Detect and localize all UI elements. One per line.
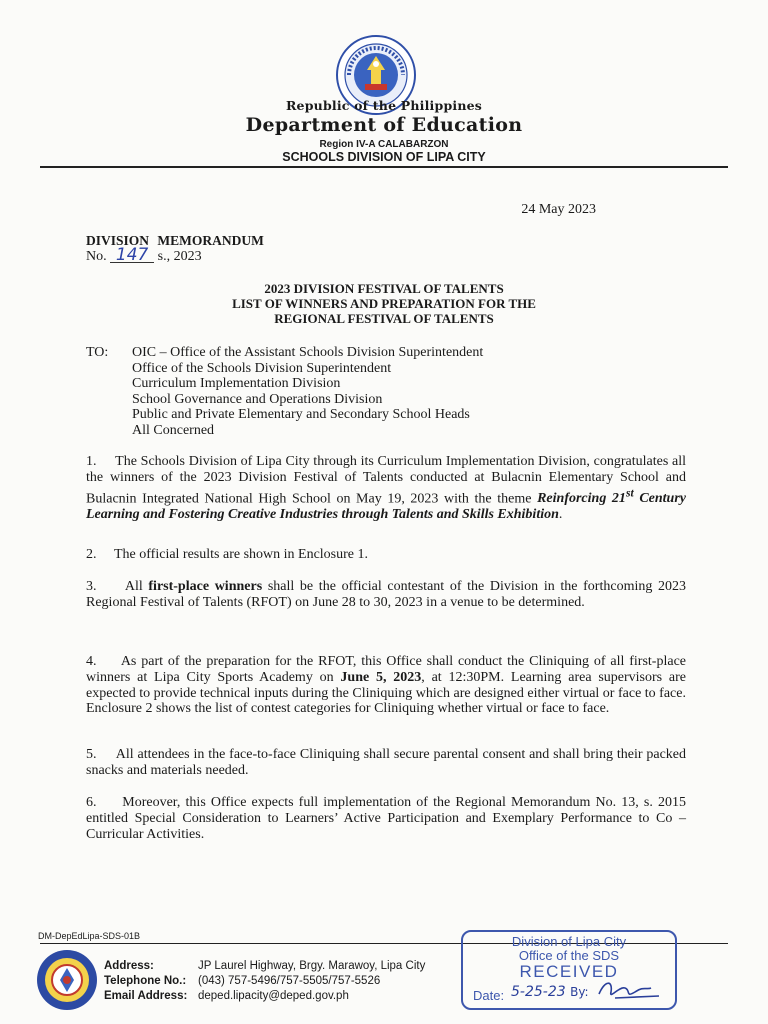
stamp-by-label: By: (570, 985, 589, 999)
theme-text-b: Century Learning and Fostering Creative Industries through Talents and Skills Exhibition (86, 491, 687, 523)
memo-title-line: LIST OF WINNERS AND PREPARATION FOR THE (232, 296, 536, 311)
stamp-date-value: 5-25-23 (511, 984, 566, 1000)
division-heading: SCHOOLS DIVISION OF LIPA CITY (282, 150, 486, 164)
memo-number-handwritten: 147 (110, 248, 154, 263)
paragraph-number: 1. (86, 454, 97, 469)
paragraph-number: 6. (86, 795, 97, 810)
paragraph-text: shall be the official contestant of the Division in the forthcoming 2023 Regional Festival of Talents (RFOT) on June 28 to 30, 2023 in a venue to be determined. (86, 579, 687, 610)
stamp-line-1: Division of Lipa City (511, 934, 627, 949)
paragraph-bold: first-place winners (148, 579, 263, 594)
stamp-received: RECEIVED (519, 962, 619, 981)
memo-date: 24 May 2023 (521, 202, 596, 217)
footer-email-row (104, 989, 425, 1004)
recipient-item: OIC – Office of the Assistant Schools Division Superintendent (132, 345, 484, 360)
footer-phone-row (104, 974, 425, 989)
paragraph-number: 2. (86, 547, 97, 562)
footer-address-row (104, 959, 425, 974)
paragraph-number: 3. (86, 579, 97, 594)
paragraph-5 (86, 747, 686, 779)
signature-icon (595, 976, 665, 1002)
paragraph-6 (86, 795, 686, 842)
memo-number-prefix: No. (86, 249, 107, 264)
paragraph-number: 4. (86, 654, 97, 669)
phone-value: (043) 757-5496/757-5505/757-5526 (198, 975, 381, 987)
memo-label: DIVISION MEMORANDUM (86, 233, 264, 248)
header-divider (40, 166, 728, 168)
memo-title-line: REGIONAL FESTIVAL OF TALENTS (274, 311, 494, 326)
republic-heading: Republic of the Philippines (285, 98, 483, 113)
address-value: JP Laurel Highway, Brgy. Marawoy, Lipa City (198, 960, 426, 972)
recipient-item: Office of the Schools Division Superintendent (132, 360, 392, 376)
region-heading: Region IV-A CALABARZON (319, 139, 449, 150)
theme-text-a: Reinforcing 21 (537, 491, 626, 507)
paragraph-text: The Schools Division of Lipa City through its Curriculum Implementation Division, congratulates all the winners of the 2023 Division Festival of Talents conducted at Bulacnin Elementary School and Bulacnin Integrated National High School on May 19, 2023 with the theme (86, 454, 687, 507)
memo-number (86, 245, 202, 265)
phone-label: Telephone No.: (104, 975, 187, 987)
received-stamp (461, 930, 677, 1010)
recipient-item: All Concerned (132, 422, 215, 438)
paragraph-text: As part of the preparation for the RFOT, this Office shall conduct the Cliniquing of all first-place winners at Lipa City Sports Academy on (86, 654, 686, 685)
paragraph-end: . (558, 507, 563, 523)
email-value: deped.lipacity@deped.gov.ph (198, 990, 349, 1002)
footer-contact (104, 959, 425, 1004)
paragraph-text: All (124, 579, 143, 594)
theme-sup: st (625, 486, 634, 500)
memo-title-line: 2023 DIVISION FESTIVAL OF TALENTS (264, 281, 504, 296)
paragraph-number: 5. (86, 747, 97, 762)
stamp-date-handwritten (511, 984, 589, 1000)
to-label: TO: (86, 345, 109, 360)
paragraph-4 (86, 654, 686, 717)
recipient-item: Public and Private Elementary and Secondary School Heads (132, 407, 470, 423)
memo-title (0, 281, 768, 326)
memo-number-suffix: s., 2023 (157, 249, 202, 264)
recipient-item: School Governance and Operations Division (132, 391, 383, 407)
paragraph-text: Moreover, this Office expects full implementation of the Regional Memorandum No. 13, s. 2015 entitled Special Consideration to Learners’ Active Participation and Exemplary Performance to Co – Curricular Activities. (86, 795, 687, 842)
stamp-date-label: Date: (473, 988, 505, 1003)
paragraph-text: , at 12:30PM. Learning area supervisors are expected to provide technical inputs during the Cliniquing which are designed either virtual or face to face. Enclosure 2 shows the list of contest categories for Cliniquing whether virtual or face to face. (86, 669, 686, 717)
paragraph-1 (86, 454, 686, 523)
department-heading: Department of Education (245, 114, 523, 136)
paragraph-bold: June 5, 2023 (340, 669, 422, 685)
paragraph-text: All attendees in the face-to-face Cliniquing shall secure parental consent and shall bring their packed snacks and materials needed. (86, 747, 686, 778)
paragraph-text: The official results are shown in Enclosure 1. (114, 547, 369, 562)
email-label: Email Address: (104, 990, 188, 1002)
stamp-line-2: Office of the SDS (518, 948, 620, 963)
paragraph-3 (86, 579, 686, 611)
recipient-list (132, 345, 483, 439)
sdo-lipa-seal-logo (36, 949, 98, 1011)
recipient-item: Curriculum Implementation Division (132, 376, 341, 392)
document-code: DM-DepEdLipa-SDS-01B (38, 931, 141, 941)
paragraph-2 (86, 547, 686, 563)
address-label: Address: (104, 960, 154, 972)
